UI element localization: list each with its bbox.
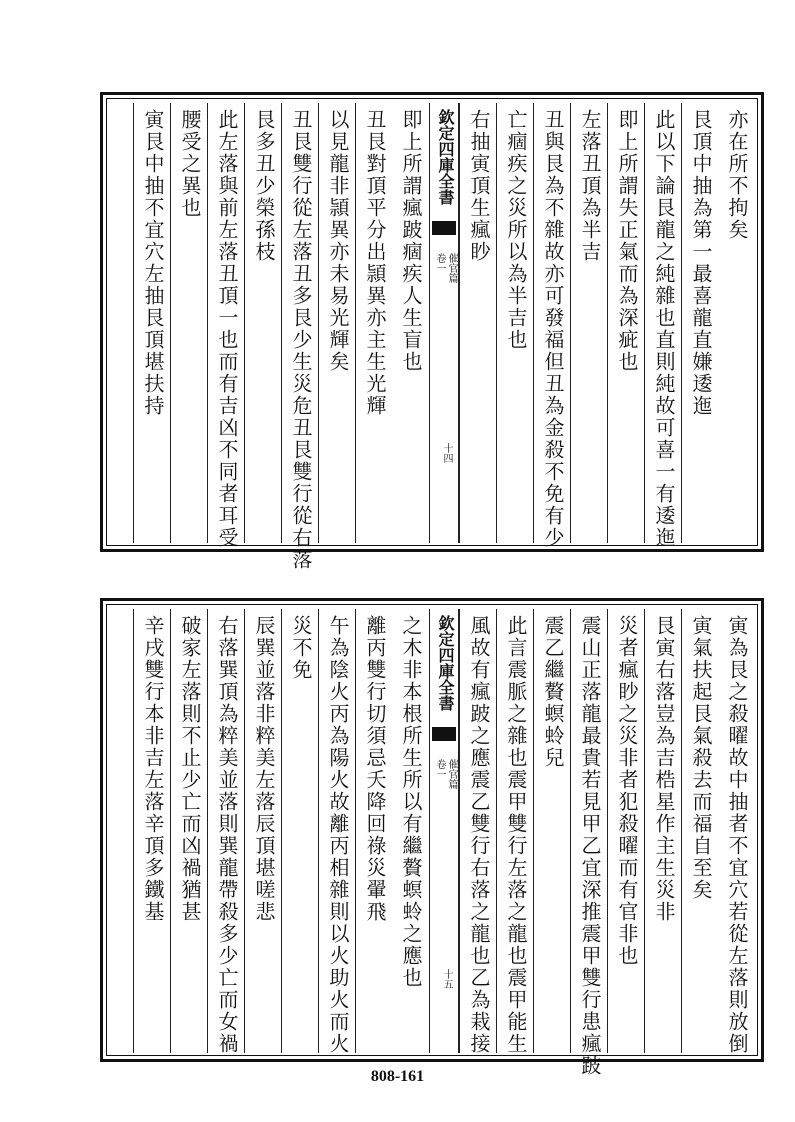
column-text: 破家左落則不止少亡而凶禍猶甚 [178, 615, 202, 923]
spine-book-title: 催官篇 [446, 253, 457, 283]
column-text: 寅為艮之殺曜故中抽者不宜穴若從左落則放倒 [725, 615, 749, 1055]
text-column [644, 609, 681, 1053]
column-text: 艮寅右落豈為吉梏星作主生災非 [652, 615, 676, 923]
column-text: 亦在所不拘矣 [725, 109, 749, 241]
text-column [318, 103, 355, 543]
column-text: 午為陰火丙為陽火故離丙相雜則以火助火而火 [326, 615, 350, 1055]
column-text: 震乙繼贅螟蛉兒 [541, 615, 565, 769]
spine-volume: 卷一 [434, 759, 445, 779]
column-text: 此言震脈之雜也震甲雙行左落之龍也震甲能生 [504, 615, 528, 1055]
column-text: 艮多丑少榮孫枝 [252, 109, 276, 263]
text-column [170, 103, 207, 543]
column-text: 辰巽並落非粹美左落辰頂堪嗟悲 [252, 615, 276, 923]
center-spine [429, 103, 459, 543]
column-text: 艮頂中抽為第一最喜龍直嫌逶迤 [689, 109, 713, 417]
text-column [607, 609, 644, 1053]
text-column [244, 103, 281, 543]
column-text: 以見龍非頴異亦未易光輝矣 [326, 109, 350, 373]
spine-volume: 卷一 [434, 253, 445, 273]
text-column [355, 609, 392, 1053]
column-text: 丑與艮為不雜故亦可發福但丑為金殺不免有少 [541, 109, 565, 549]
column-text: 右落巽頂為粹美並落則巽龍帶殺多少亡而女禍 [215, 615, 239, 1055]
text-column [318, 609, 355, 1053]
text-column [496, 609, 533, 1053]
page-panel-top [100, 92, 764, 571]
text-column [533, 609, 570, 1053]
text-column [355, 103, 392, 543]
column-text: 災不免 [289, 615, 313, 681]
column-text: 寅艮中抽不宜穴左抽艮頂堪扶持 [141, 109, 165, 417]
column-text: 此左落與前左落丑頂一也而有吉凶不同者耳受 [215, 109, 239, 549]
column-text: 寅氣扶起艮氣殺去而福自至矣 [689, 615, 713, 901]
page-number: 808-161 [370, 1068, 425, 1085]
column-text: 辛戌雙行本非吉左落辛頂多鐵基 [141, 615, 165, 923]
column-text: 離丙雙行切須忌夭降回祿災翬飛 [363, 615, 387, 923]
fish-tail-mark [432, 727, 456, 741]
text-column [718, 609, 755, 1053]
text-column [718, 103, 755, 543]
column-text: 左落丑頂為半吉 [578, 109, 602, 263]
column-text: 此以下論艮龍之純雜也直則純故可喜一有逶迤 [652, 109, 676, 549]
text-column [281, 609, 318, 1053]
column-text: 丑艮雙行從左落丑多艮少生災危丑艮雙行從右落 [289, 109, 313, 571]
spine-folio: 十五 [441, 969, 452, 989]
center-spine [429, 609, 459, 1053]
text-column [459, 609, 496, 1053]
column-text: 震山正落龍最貴若見甲乙宜深推震甲雙行患瘋跛 [578, 615, 602, 1077]
text-column [459, 103, 496, 543]
text-column [207, 103, 244, 549]
text-column [496, 103, 533, 543]
text-column [133, 103, 170, 543]
fish-tail-mark [432, 221, 456, 235]
text-column [207, 609, 244, 1053]
text-column [170, 609, 207, 1053]
column-text: 災者瘋眇之災非者犯殺曜而有官非也 [615, 615, 639, 967]
column-text: 之木非本根所生所以有繼贅螟蛉之應也 [399, 615, 423, 989]
column-text: 即上所謂失正氣而為深疵也 [615, 109, 639, 373]
column-text: 丑艮對頂平分出頴異亦主生光輝 [363, 109, 387, 417]
text-column [392, 609, 429, 1053]
text-column [533, 103, 570, 549]
column-text: 亡痼疾之災所以為半吉也 [504, 109, 528, 351]
text-column [570, 103, 607, 543]
column-text: 腰受之異也 [178, 109, 202, 219]
column-text: 右抽寅頂生瘋眇 [467, 109, 491, 263]
spine-folio: 十四 [441, 443, 452, 463]
text-column [644, 103, 681, 549]
spine-title: 欽定四庫全書 [436, 109, 455, 205]
text-column [392, 103, 429, 543]
text-column [681, 609, 718, 1053]
text-column [681, 103, 718, 543]
text-column [607, 103, 644, 543]
column-text: 風故有瘋跛之應震乙雙行右落之龍也乙為栽接 [467, 615, 491, 1055]
spine-title: 欽定四庫全書 [436, 615, 455, 711]
spine-book-title: 催官篇 [446, 759, 457, 789]
text-column [133, 609, 170, 1053]
text-column [244, 609, 281, 1053]
text-column [281, 103, 318, 571]
text-column [570, 609, 607, 1077]
column-text: 即上所謂瘋跛痼疾人生盲也 [399, 109, 423, 373]
